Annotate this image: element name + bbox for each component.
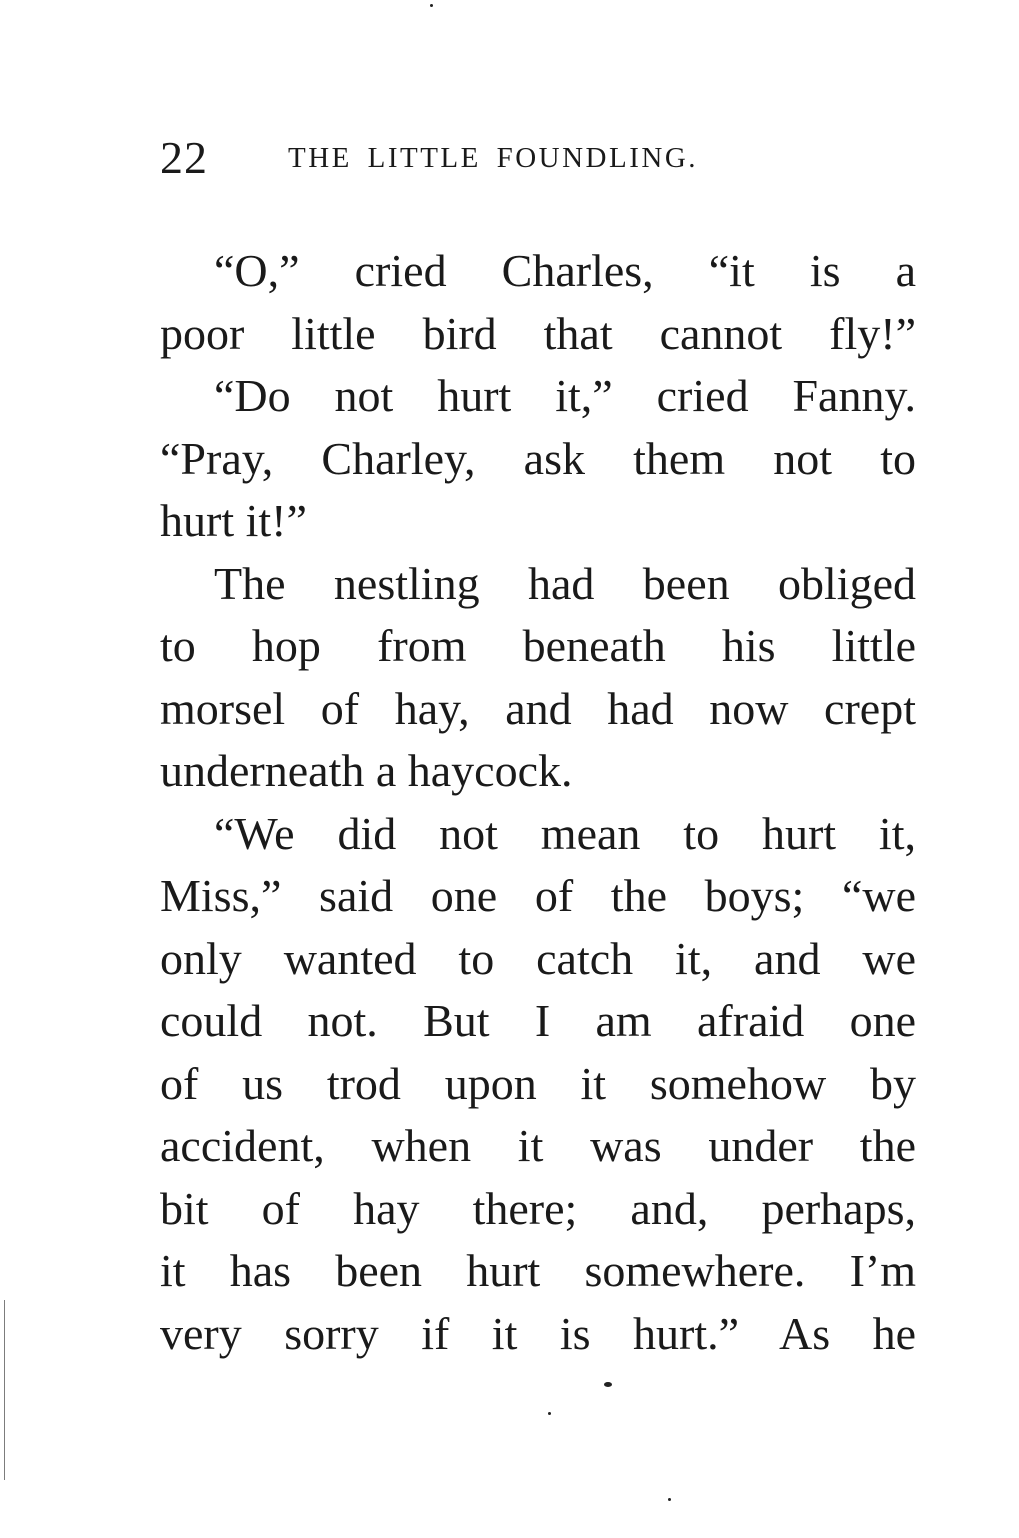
ink-speck [430, 4, 433, 7]
page-number: 22 [160, 132, 208, 183]
ink-speck [604, 1382, 612, 1387]
text-line: “We did not mean to hurt it, [214, 807, 916, 859]
ink-speck [548, 1412, 551, 1415]
text-line: underneath a haycock. [160, 745, 573, 796]
running-title: THE LITTLE FOUNDLING. [288, 142, 699, 174]
text-line: could not. But I am afraid one [160, 995, 916, 1046]
text-line: “Do not hurt it,” cried Fanny. [214, 370, 916, 421]
margin-scan-edge [4, 1300, 5, 1480]
text-line: poor little bird that cannot fly!” [160, 307, 916, 359]
text-line: it has been hurt somewhere. I’m [160, 1245, 916, 1296]
text-line: The nestling had been obliged [214, 557, 916, 609]
ink-speck [668, 1498, 671, 1501]
text-line: “O,” cried Charles, “it is a [214, 245, 916, 296]
text-line: to hop from beneath his little [160, 620, 916, 671]
text-line: bit of hay there; and, perhaps, [160, 1182, 916, 1234]
text-line: accident, when it was under the [160, 1120, 916, 1171]
text-line: Miss,” said one of the boys; “we [160, 870, 916, 921]
page-header [160, 130, 920, 186]
text-line: “Pray, Charley, ask them not to [160, 432, 916, 484]
text-line: only wanted to catch it, and we [160, 932, 916, 984]
text-line: very sorry if it is hurt.” As he [160, 1307, 916, 1359]
text-line: of us trod upon it somehow by [160, 1057, 916, 1109]
text-line: hurt it!” [160, 495, 307, 546]
text-line: morsel of hay, and had now crept [160, 682, 916, 734]
body-text [160, 240, 916, 1365]
